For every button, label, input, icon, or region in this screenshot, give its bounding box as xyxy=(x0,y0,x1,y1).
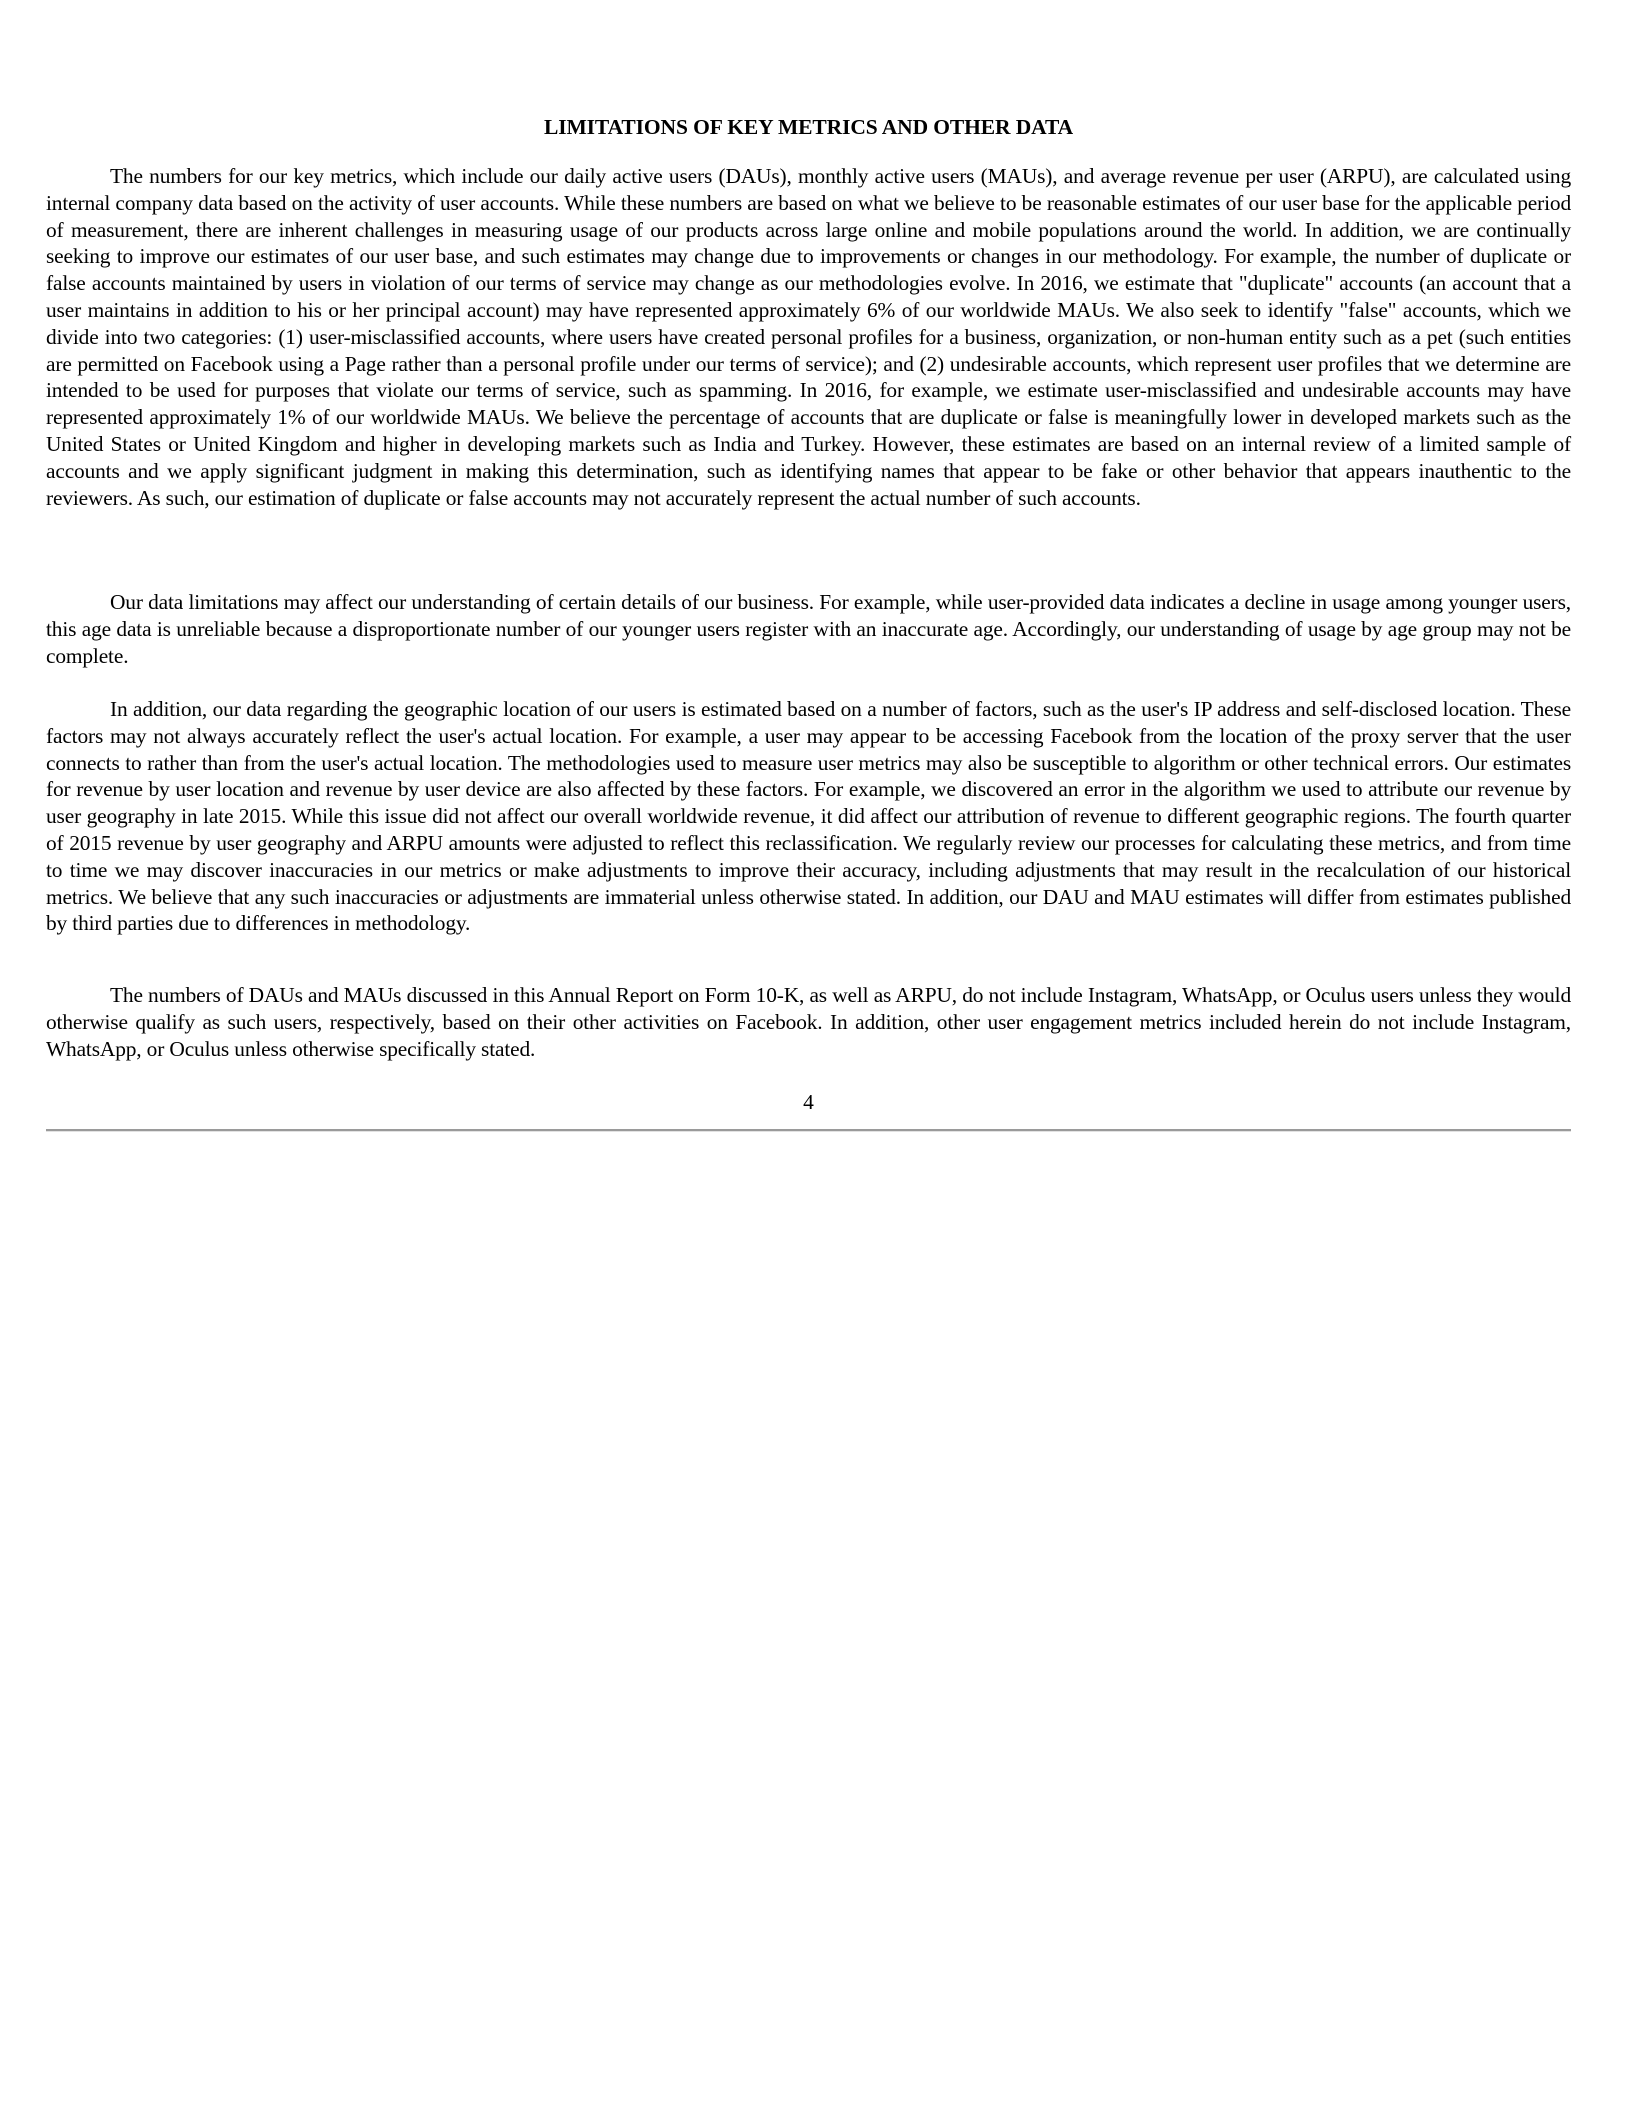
section-title: LIMITATIONS OF KEY METRICS AND OTHER DATA xyxy=(543,115,1074,139)
paragraph-dau-mau-scope: The numbers of DAUs and MAUs discussed in this Annual Report on Form 10-K, as well as ARPU, do not include Instagram, WhatsApp, or Oculus users unless they would otherwise qualify as such users, respectively, based on their other activities on Facebook. In addition, other user engagement metrics included herein do not include Instagram, WhatsApp, or Oculus unless otherwise specifically stated. xyxy=(46,983,1571,1061)
paragraph-geographic-location: In addition, our data regarding the geographic location of our users is estimated based on a number of factors, such as the user's IP address and self-disclosed location. These factors may not always accurately reflect the user's actual location. For example, a user may appear to be accessing Facebook from the location of the proxy server that the user connects to rather than from the user's actual location. The methodologies used to measure user metrics may also be susceptible to algorithm or other technical errors. Our estimates for revenue by user location and revenue by user device are also affected by these factors. For example, we discovered an error in the algorithm we used to attribute our revenue by user geography in late 2015. While this issue did not affect our overall worldwide revenue, it did affect our attribution of revenue to different geographic regions. The fourth quarter of 2015 revenue by user geography and ARPU amounts were adjusted to reflect this reclassification. We regularly review our processes for calculating these metrics, and from time to time we may discover inaccuracies in our metrics or make adjustments to improve their accuracy, including adjustments that may result in the recalculation of our historical metrics. We believe that any such inaccuracies or adjustments are immaterial unless otherwise stated. In addition, our DAU and MAU estimates will differ from estimates published by third parties due to differences in methodology. xyxy=(46,697,1571,936)
paragraph-data-limitations: Our data limitations may affect our understanding of certain details of our business. For example, while user-provided data indicates a decline in usage among younger users, this age data is unreliable because a disproportionate number of our younger users register with an inaccurate age. Accordingly, our understanding of usage by age group may not be complete. xyxy=(46,590,1571,668)
page-number: 4 xyxy=(803,1090,814,1114)
paragraph-key-metrics: The numbers for our key metrics, which include our daily active users (DAUs), monthly active users (MAUs), and average revenue per user (ARPU), are calculated using internal company data based on the activity of user accounts. While these numbers are based on what we believe to be reasonable estimates of our user base for the applicable period of measurement, there are inherent challenges in measuring usage of our products across large online and mobile populations around the world. In addition, we are continually seeking to improve our estimates of our user base, and such estimates may change due to improvements or changes in our methodology. For example, the number of duplicate or false accounts maintained by users in violation of our terms of service may change as our methodologies evolve. In 2016, we estimate that "duplicate" accounts (an account that a user maintains in addition to his or her principal account) may have represented approximately 6% of our worldwide MAUs. We also seek to identify "false" accounts, which we divide into two categories: (1) user-misclassified accounts, where users have created personal profiles for a business, organization, or non-human entity such as a pet (such entities are permitted on Facebook using a Page rather than a personal profile under our terms of service); and (2) undesirable accounts, which represent user profiles that we determine are intended to be used for purposes that violate our terms of service, such as spamming. In 2016, for example, we estimate user-misclassified and undesirable accounts may have represented approximately 1% of our worldwide MAUs. We believe the percentage of accounts that are duplicate or false is meaningfully lower in developed markets such as the United States or United Kingdom and higher in developing markets such as India and Turkey. However, these estimates are based on an internal review of a limited sample of accounts and we apply significant judgment in making this determination, such as identifying names that appear to be fake or other behavior that appears inauthentic to the reviewers. As such, our estimation of duplicate or false accounts may not accurately represent the actual number of such accounts. xyxy=(46,164,1571,510)
page-divider xyxy=(46,1129,1571,1132)
